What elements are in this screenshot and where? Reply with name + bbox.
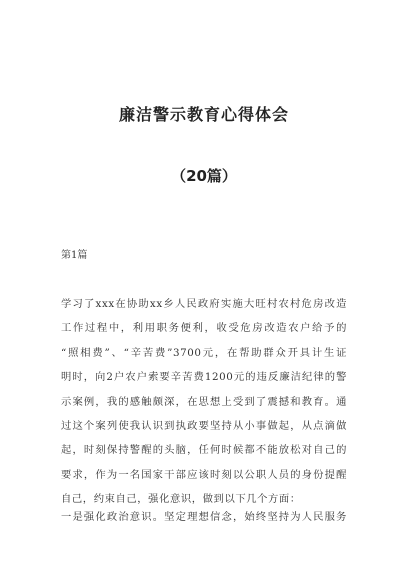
paragraph-line: 明时，向2户农户索要辛苦费1200元的违反廉洁纪律的警 <box>61 371 347 384</box>
paragraph-line: 过这个案列使我认识到执政要坚持从小事做起，从点滴做 <box>61 419 347 432</box>
paragraph-line: 起，时刻保持警醒的头脑，任何时候都不能放松对自己的 <box>61 444 347 457</box>
paragraph-line: “照相费”、“辛苦费”3700元，在帮助群众开具计生证 <box>61 346 347 359</box>
paragraph-line: 一是强化政治意识。坚定理想信念，始终坚持为人民服务 <box>61 511 347 523</box>
paragraph-line: 自己，约束自己，强化意识，做到以下几个方面： <box>61 493 301 506</box>
section-heading: 第1篇 <box>61 250 88 261</box>
paragraph-2 <box>61 505 347 529</box>
paragraph-1 <box>61 292 347 512</box>
paragraph-line: 学习了xxx在协助xx乡人民政府实施大旺村农村危房改造 <box>61 298 347 310</box>
document-title: 廉洁警示教育心得体会 <box>118 105 289 124</box>
paragraph-line: 示案例，我的感触颇深，在思想上受到了震撼和教育。通 <box>61 395 347 408</box>
paragraph-line: 要求，作为一名国家干部应该时刻以公职人员的身份提醒 <box>61 468 347 481</box>
paragraph-line: 工作过程中，利用职务便利，收受危房改造农户给予的 <box>61 322 347 335</box>
document-subtitle: （20篇） <box>171 167 237 185</box>
